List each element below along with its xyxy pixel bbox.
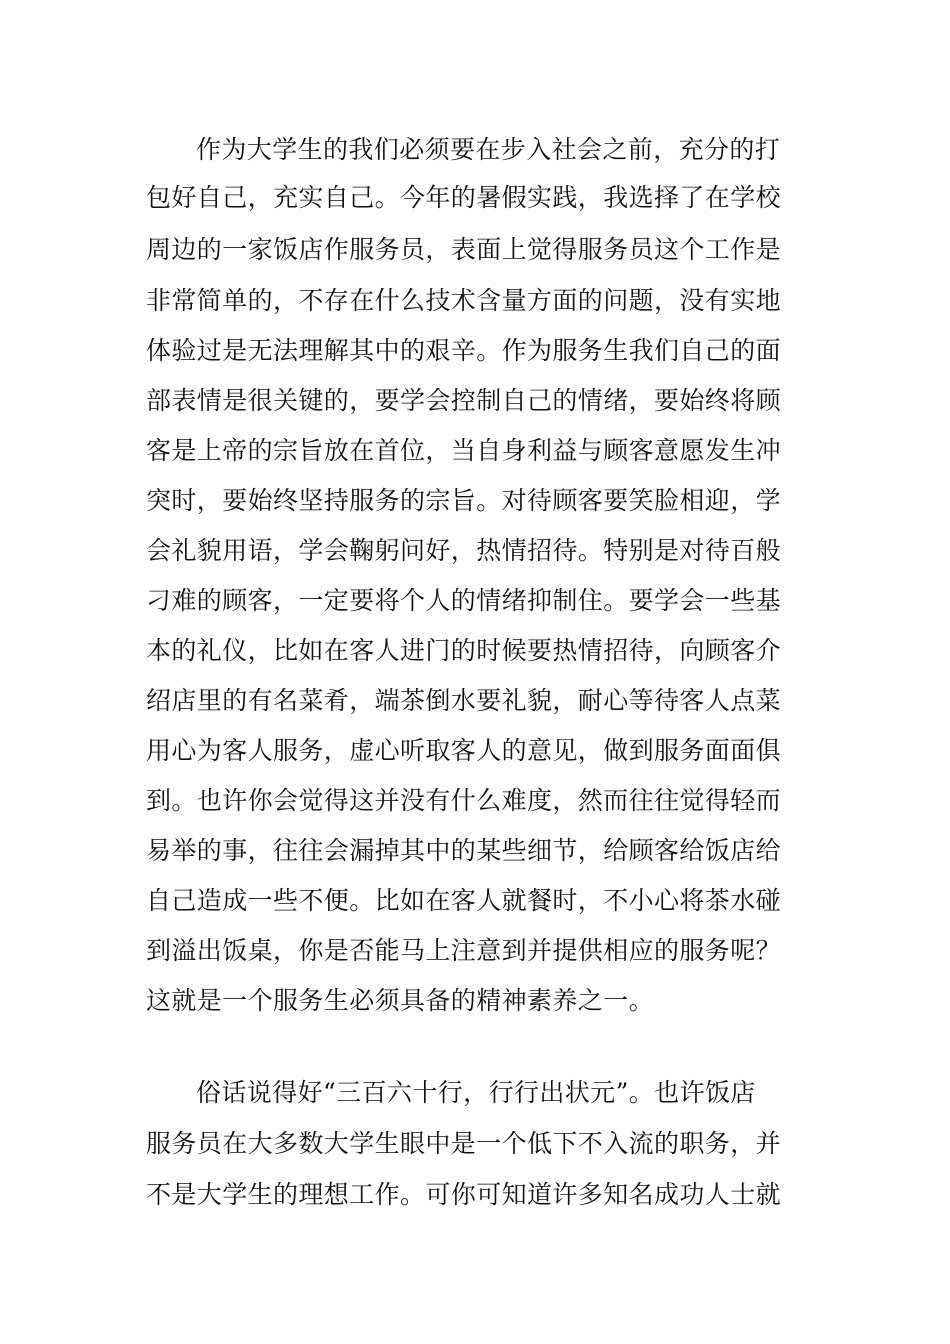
text-line: 非常简单的，不存在什么技术含量方面的问题，没有实地	[146, 286, 782, 315]
text-line: 周边的一家饭店作服务员，表面上觉得服务员这个工作是	[146, 235, 782, 264]
text-line: 到溢出饭桌，你是否能马上注意到并提供相应的服务呢？	[146, 936, 782, 965]
text-line: 这就是一个服务生必须具备的精神素养之一。	[146, 986, 655, 1015]
text-line: 绍店里的有名菜肴，端茶倒水要礼貌，耐心等待客人点菜	[146, 686, 782, 715]
text-line: 俗话说得好“三百六十行，行行出状元”。也许饭店	[196, 1078, 756, 1107]
text-line: 包好自己，充实自己。今年的暑假实践，我选择了在学校	[146, 183, 782, 212]
text-line: 自己造成一些不便。比如在客人就餐时，不小心将茶水碰	[146, 886, 782, 915]
text-line: 到。也许你会觉得这并没有什么难度，然而往往觉得轻而	[146, 786, 782, 815]
text-line: 作为大学生的我们必须要在步入社会之前，充分的打	[196, 135, 781, 164]
text-line: 客是上帝的宗旨放在首位，当自身利益与顾客意愿发生冲	[146, 436, 782, 465]
text-line: 服务员在大多数大学生眼中是一个低下不入流的职务，并	[146, 1129, 782, 1158]
text-line: 不是大学生的理想工作。可你可知道许多知名成功人士就	[146, 1180, 782, 1209]
text-line: 体验过是无法理解其中的艰辛。作为服务生我们自己的面	[146, 336, 782, 365]
text-line: 刁难的顾客，一定要将个人的情绪抑制住。要学会一些基	[146, 586, 782, 615]
text-line: 本的礼仪，比如在客人进门的时候要热情招待，向顾客介	[146, 636, 782, 665]
text-line: 突时，要始终坚持服务的宗旨。对待顾客要笑脸相迎，学	[146, 486, 782, 515]
text-line: 会礼貌用语，学会鞠躬问好，热情招待。特别是对待百般	[146, 536, 782, 565]
text-line: 用心为客人服务，虚心听取客人的意见，做到服务面面俱	[146, 736, 782, 765]
text-line: 易举的事，往往会漏掉其中的某些细节，给顾客给饭店给	[146, 836, 782, 865]
text-line: 部表情是很关键的，要学会控制自己的情绪，要始终将顾	[146, 386, 782, 415]
